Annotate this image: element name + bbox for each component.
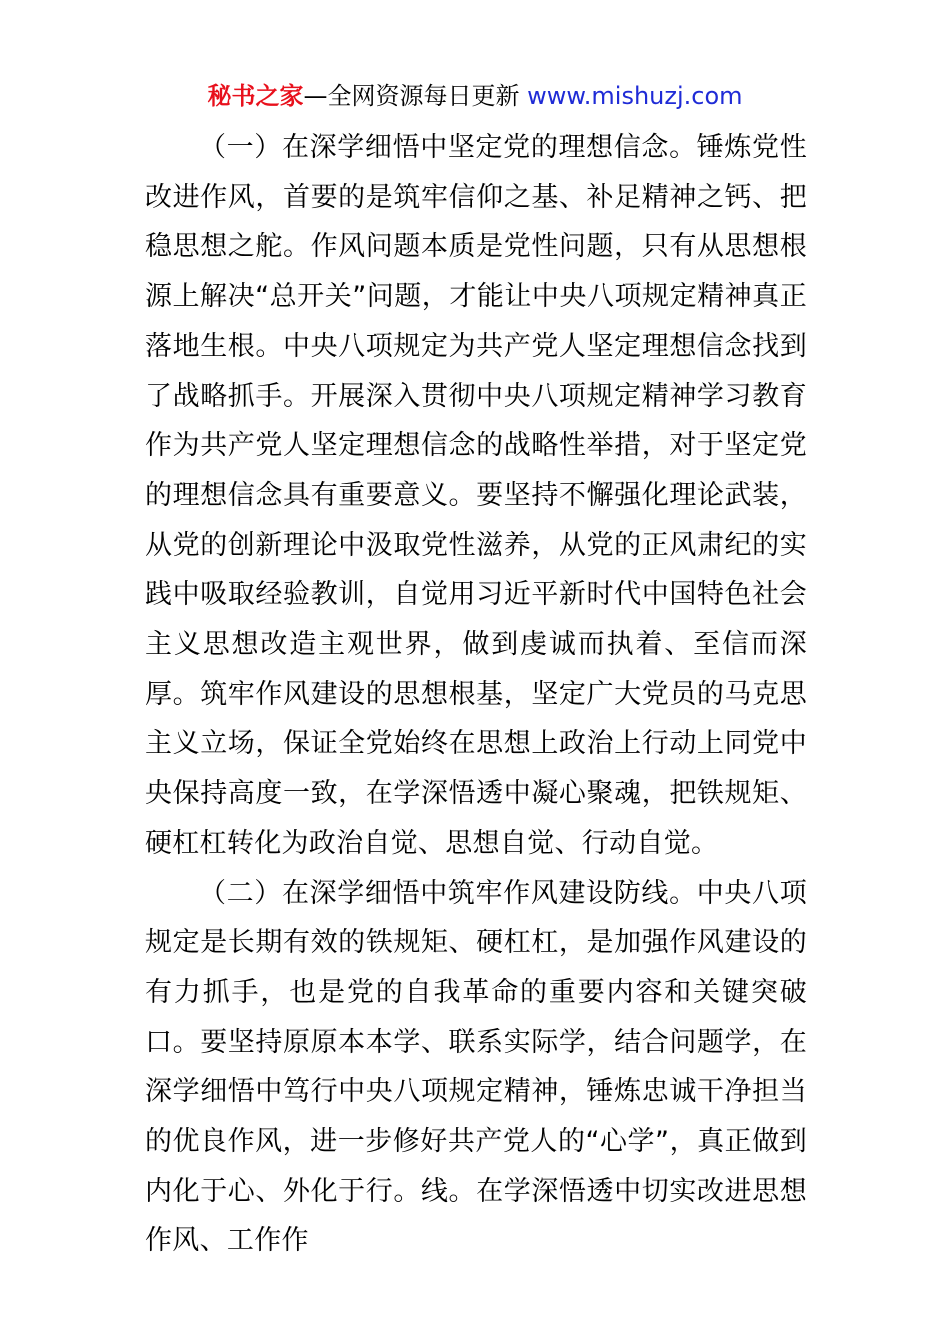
- paragraph-section-one: （一）在深学细悟中坚定党的理想信念。锤炼党性改进作风，首要的是筑牢信仰之基、补足精神之钙、把稳思想之舵。作风问题本质是党性问题，只有从思想根源上解决“总开关”问题，才能让中央八项规定精神真正落地生根。中央八项规定为共产党人坚定理想信念找到了战略抓手。开展深入贯彻中央八项规定精神学习教育作为共产党人坚定理想信念的战略性举措，对于坚定党的理想信念具有重要意义。要坚持不懈强化理论武装，从党的创新理论中汲取党性滋养，从党的正风肃纪的实践中吸取经验教训，自觉用习近平新时代中国特色社会主义思想改造主观世界，做到虔诚而执着、至信而深厚。筑牢作风建设的思想根基，坚定广大党员的马克思主义立场，保证全党始终在思想上政治上行动上同党中央保持高度一致，在学深悟透中凝心聚魂，把铁规矩、硬杠杠转化为政治自觉、思想自觉、行动自觉。: [145, 132, 807, 859]
- site-header: [0, 80, 950, 112]
- document-body: [145, 123, 807, 1266]
- brand-name: 秘书之家: [207, 82, 304, 110]
- header-tagline: —全网资源每日更新: [303, 82, 528, 110]
- paragraph-section-two: （二）在深学细悟中筑牢作风建设防线。中央八项规定是长期有效的铁规矩、硬杠杠，是加强作风建设的有力抓手，也是党的自我革命的重要内容和关键突破口。要坚持原原本本学、联系实际学，结合问题学，在深学细悟中笃行中央八项规定精神，锤炼忠诚干净担当的优良作风，进一步修好共产党人的“心学”，真正做到内化于心、外化于行。线。在学深悟透中切实改进思想作风、工作作: [145, 877, 807, 1257]
- site-url-link[interactable]: www.mishuzj.com: [527, 82, 743, 110]
